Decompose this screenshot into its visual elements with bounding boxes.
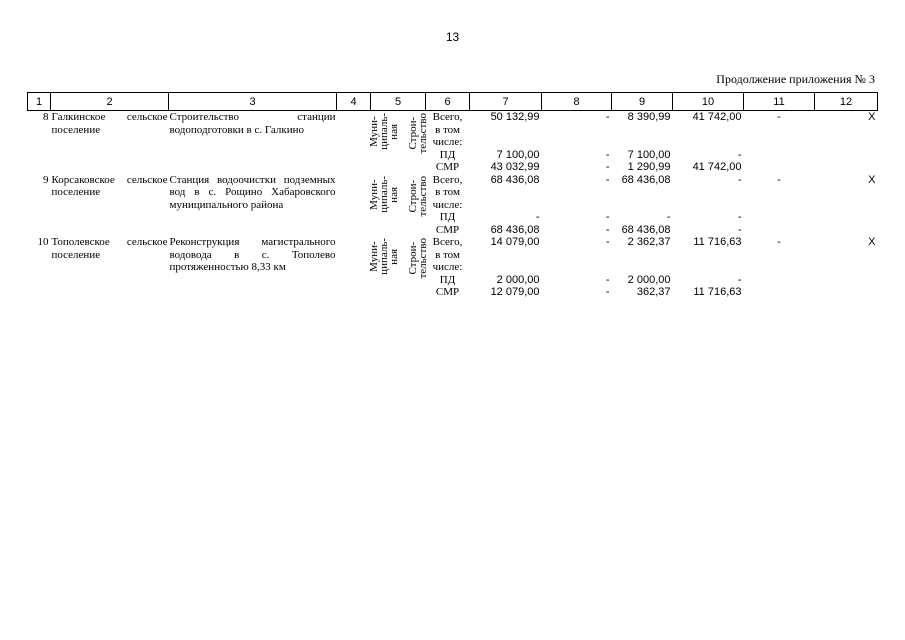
cell-line: - [737,173,742,186]
settlement-name: Тополевское сельское поселение [51,236,168,261]
cell-line: 12 079,00 [490,286,540,298]
table-row [28,236,878,299]
project-description: Станция водоочистки подземных вод в с. Рощино Хабаровского муниципального района [169,173,336,211]
cell-line: 362,37 [636,286,671,298]
col11-values [744,236,815,299]
cell-line [745,136,814,149]
cell-line [745,199,814,212]
cell-line: СМР [435,161,460,173]
col12-mark: X [868,173,876,186]
ownership-cell [337,236,400,299]
cell-line [745,274,814,287]
cell-line [745,161,814,174]
row-number: 10 [37,236,49,248]
appendix-continuation-note: Продолжение приложения № 3 [716,72,875,86]
cell-line: в том [435,123,460,136]
work-type-cell [367,236,429,299]
col-header: 12 [815,93,878,111]
col-header: 7 [470,93,542,111]
col12-mark: X [868,236,876,248]
work-type: Строи- тельство [407,113,429,154]
cell-line: СМР [435,223,460,236]
cell-line [613,186,671,199]
cell-line: 68 436,08 [621,173,671,186]
cell-line: Всего, [432,173,463,186]
ownership-cell [337,111,400,174]
cell-line: - [605,148,610,161]
table-row [28,111,878,174]
cell-line [543,249,610,262]
cell-line [613,124,671,137]
investment-table [27,92,878,299]
cell-line [674,124,742,137]
cell-line: Всего, [432,111,463,123]
col-header: 2 [51,93,169,111]
col8-values [542,174,612,237]
cell-line: - [605,111,610,123]
project-description: Реконструкция магистрального водовода в с. Тополево протяженностью 8,33 км [169,236,336,273]
cell-line: 11 716,63 [693,286,742,298]
settlement-name: Корсаковское сельское поселение [51,173,168,198]
cell-line: в том [435,186,460,198]
cell-line: - [605,173,610,186]
col-header: 4 [337,93,371,111]
cell-line [674,261,742,274]
cell-line: - [605,273,610,286]
cell-line [613,199,671,212]
cell-line: числе: [432,198,463,211]
cell-line: числе: [432,261,463,273]
col-header: 6 [426,93,470,111]
cell-line: числе: [432,136,463,148]
cell-line: 50 132,99 [490,111,540,123]
cell-line [674,186,742,199]
cell-line [745,149,814,162]
col8-values [542,236,612,299]
cell-line: СМР [435,286,460,298]
cell-line: - [777,236,781,248]
cell-line [674,199,742,212]
col7-values [470,236,542,299]
cell-line: в том [435,248,460,261]
cell-line: 68 436,08 [621,223,671,236]
col12-mark: X [868,111,876,123]
cell-line: 7 100,00 [627,148,671,161]
col10-values [673,236,744,299]
cell-line [613,249,671,262]
funding-labels [426,236,470,299]
work-type: Строи- тельство [407,238,429,279]
cell-line [745,286,814,299]
column-number-header [28,93,878,111]
cell-line: - [605,223,610,236]
cell-line: 2 000,00 [496,273,540,286]
row-number: 8 [43,111,49,123]
work-type: Строи- тельство [407,175,429,217]
col9-values [612,174,673,237]
cell-line [471,199,540,212]
cell-line: ПД [439,211,456,223]
table-row [28,174,878,237]
cell-line [471,124,540,137]
cell-line: 41 742,00 [692,161,742,173]
cell-line [471,261,540,274]
cell-line: 68 436,08 [490,223,540,236]
cell-line [471,136,540,149]
ownership-form: Муни- ципаль- ная [367,113,400,150]
cell-line: - [535,211,540,223]
cell-line: - [737,223,742,236]
cell-line [745,124,814,137]
cell-line [745,224,814,237]
cell-line: - [666,211,671,223]
col-header: 5 [371,93,426,111]
cell-line: Всего, [432,236,463,248]
cell-line [613,136,671,149]
funding-labels [426,111,470,174]
cell-line: - [605,211,610,223]
cell-line: 41 742,00 [692,111,742,123]
cell-line: 43 032,99 [490,161,540,173]
col-header: 11 [744,93,815,111]
col7-values [470,111,542,174]
page-number: 13 [445,30,460,44]
cell-line [745,211,814,224]
cell-line: - [777,111,781,123]
col-header: 9 [612,93,673,111]
cell-line [745,261,814,274]
cell-line: - [737,273,742,286]
col10-values [673,111,744,174]
cell-line: - [737,211,742,223]
cell-line: ПД [439,148,456,161]
col9-values [612,236,673,299]
ownership-form: Муни- ципаль- ная [367,175,400,213]
cell-line [745,186,814,199]
cell-line [674,136,742,149]
col11-values [744,111,815,174]
funding-labels [426,174,470,237]
cell-line [613,261,671,274]
project-description: Строительство станции водоподготовки в с. Галкино [169,111,336,136]
cell-line [543,124,610,137]
col7-values [470,174,542,237]
col10-values [673,174,744,237]
col-header: 8 [542,93,612,111]
col9-values [612,111,673,174]
cell-line [674,249,742,262]
cell-line [543,136,610,149]
settlement-name: Галкинское сельское поселение [51,111,168,136]
cell-line: 7 100,00 [496,148,540,161]
ownership-form: Муни- ципаль- ная [367,238,400,275]
cell-line: - [777,173,781,186]
cell-line [471,249,540,262]
cell-line [543,199,610,212]
cell-line [745,249,814,262]
cell-line [471,186,540,199]
col-header: 10 [673,93,744,111]
col11-values [744,174,815,237]
cell-line [543,186,610,199]
cell-line: 11 716,63 [693,236,742,248]
cell-line: - [605,286,610,298]
row-number: 9 [43,173,49,186]
cell-line: 1 290,99 [627,161,671,173]
cell-line: - [737,148,742,161]
cell-line: 2 362,37 [627,236,671,248]
cell-line: 2 000,00 [627,273,671,286]
cell-line: 68 436,08 [490,173,540,186]
work-type-cell [367,174,429,237]
col-header: 3 [169,93,337,111]
cell-line: - [605,161,610,173]
ownership-cell [337,174,400,237]
col-header: 1 [28,93,51,111]
col8-values [542,111,612,174]
cell-line [543,261,610,274]
cell-line: 14 079,00 [490,236,540,248]
cell-line: 8 390,99 [627,111,671,123]
work-type-cell [367,111,429,174]
cell-line: ПД [439,273,456,286]
cell-line: - [605,236,610,248]
